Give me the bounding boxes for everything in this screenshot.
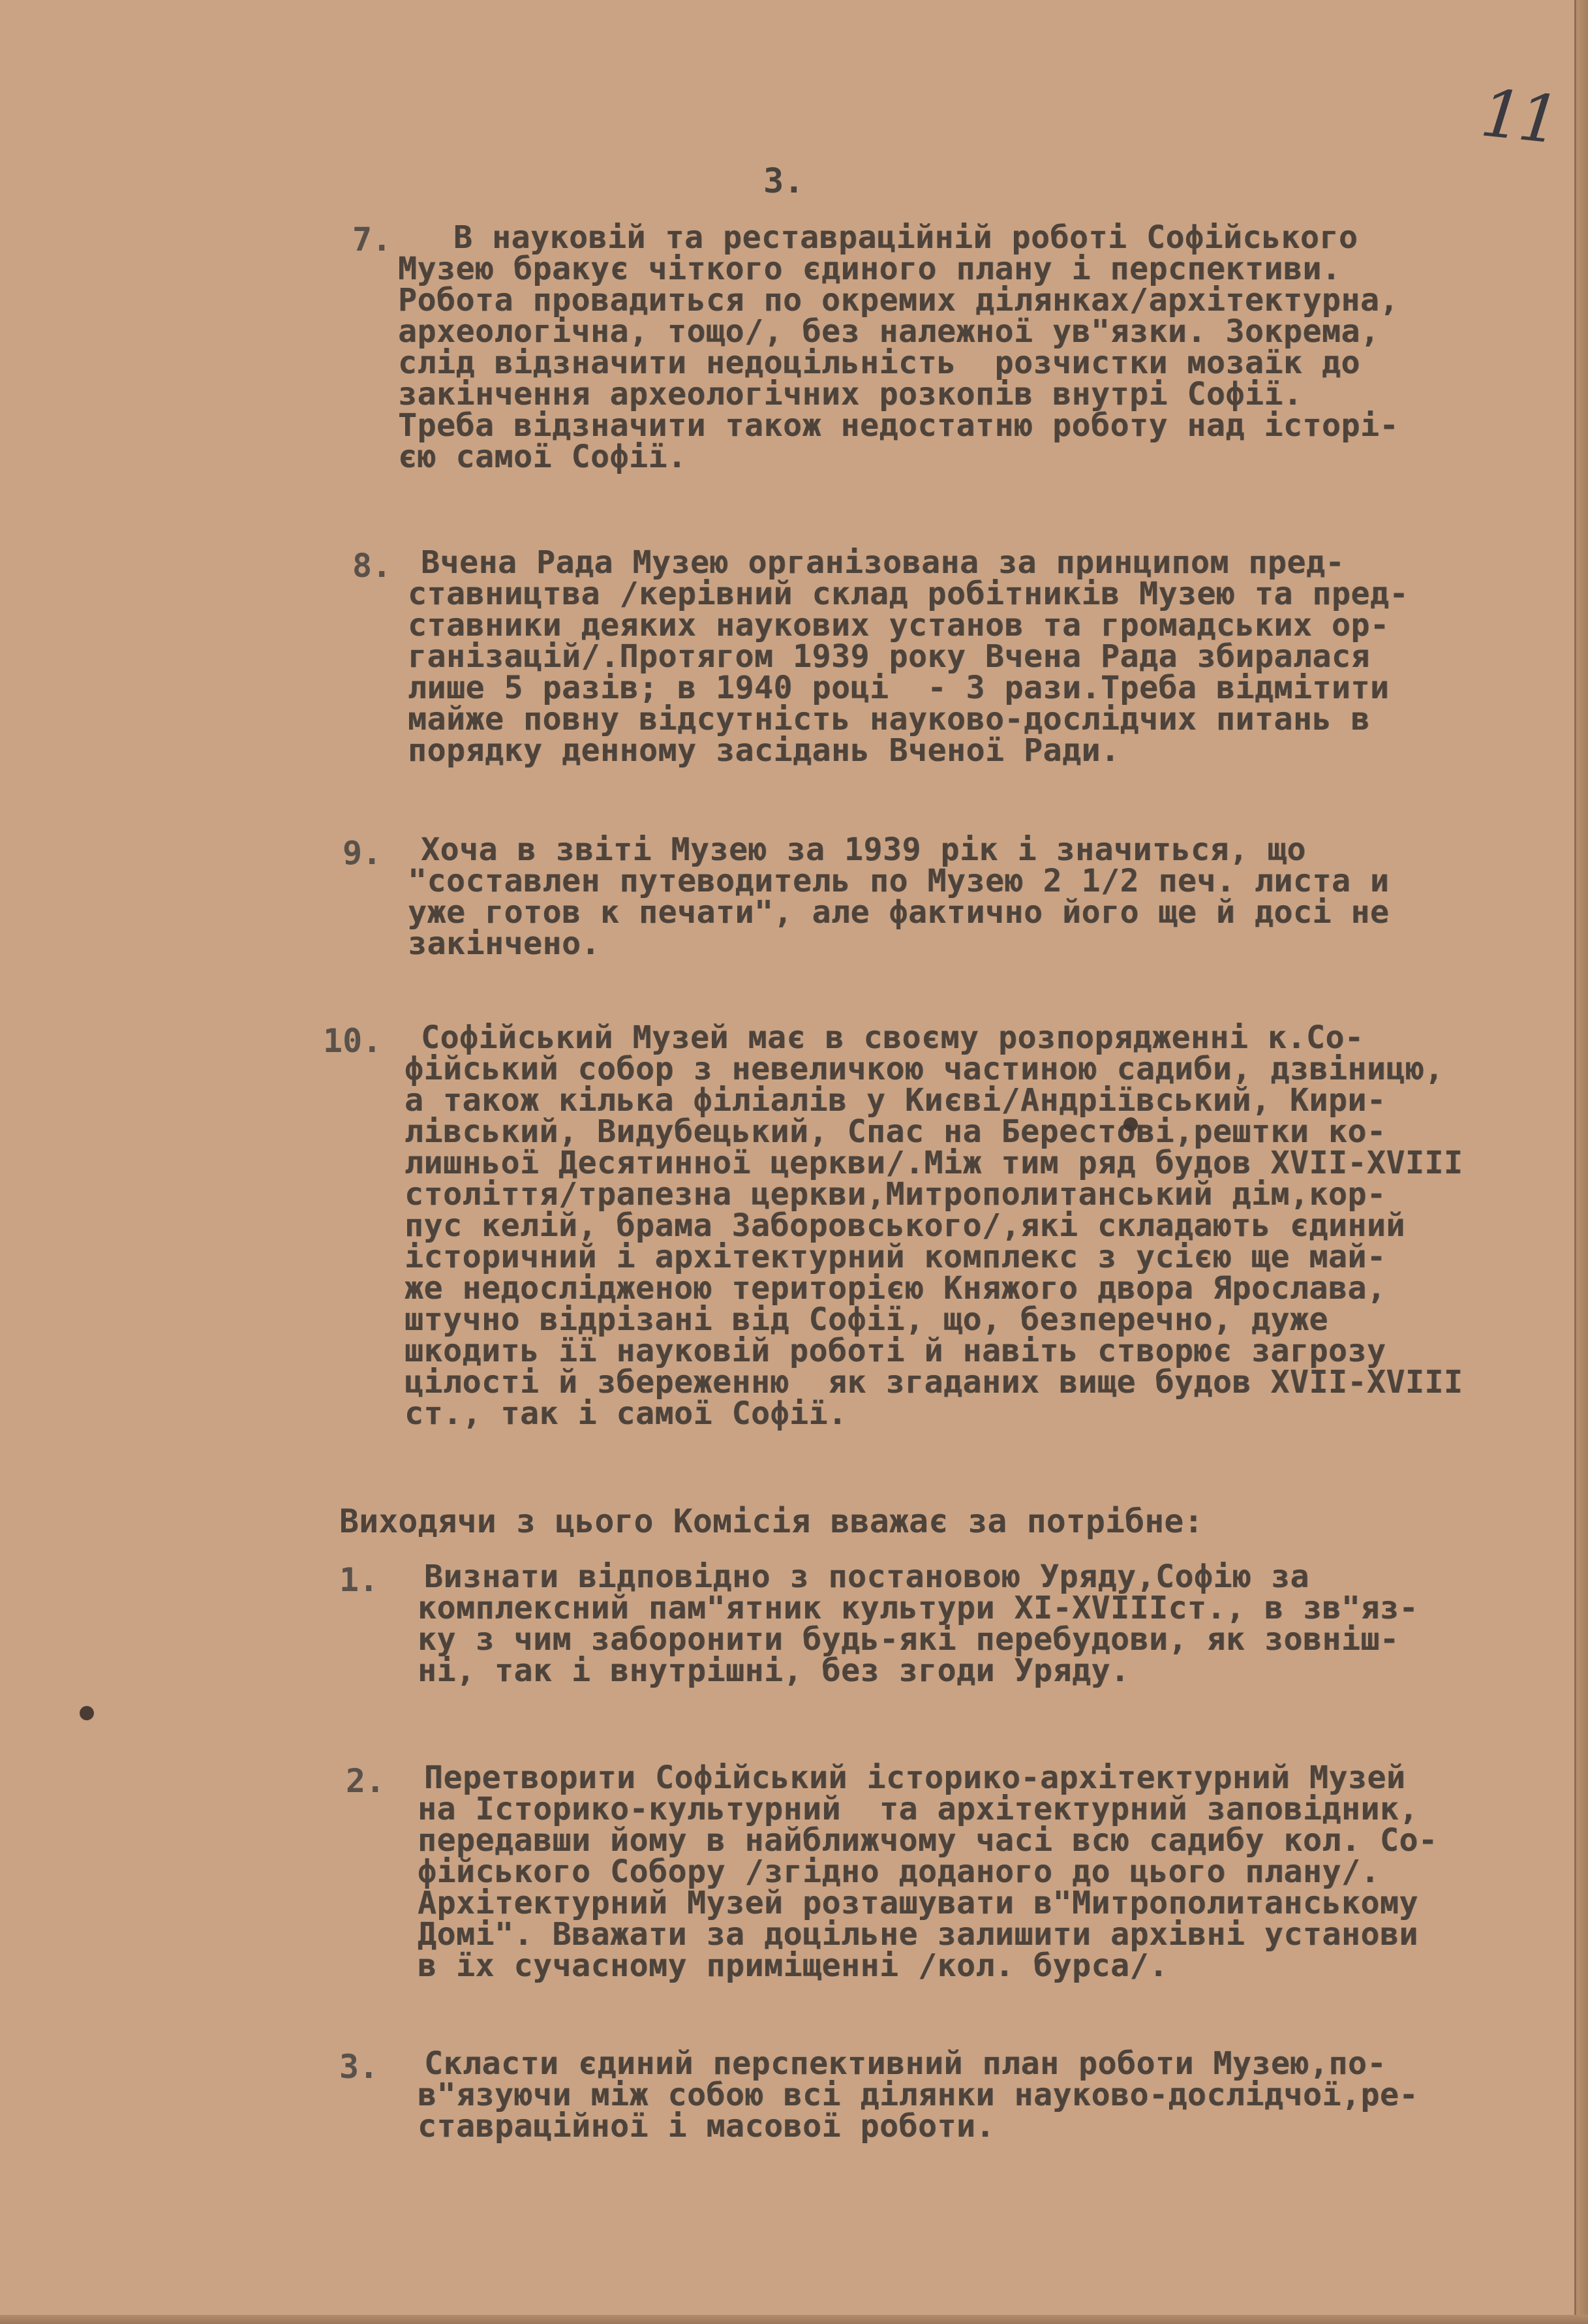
text-line: лише 5 разів; в 1940 році - 3 рази.Треба відмітити — [408, 670, 1390, 706]
text-line: Визнати відповідно з постановою Уряду,Софію за — [424, 1558, 1309, 1595]
text-line: Софійський Музей має в своєму розпорядженні к.Со- — [421, 1019, 1364, 1056]
folio-mark: 11 — [1477, 74, 1561, 159]
section-8-number: 8. — [352, 547, 392, 585]
text-line: ку з чим заборонити будь-які перебудови, як зовніш- — [418, 1621, 1399, 1658]
section-7-number: 7. — [352, 221, 392, 258]
text-line: на Історико-культурний та архітектурний заповідник, — [418, 1791, 1418, 1827]
text-line: історичний і архітектурний комплекс з усією ще май- — [405, 1239, 1386, 1275]
text-line: Домі". Вважати за доцільне залишити архівні установи — [418, 1916, 1418, 1953]
text-line: шкодить її науковій роботі й навіть створює загрозу — [405, 1333, 1386, 1369]
text-line: слід відзначити недоцільність розчистки мозаїк до — [398, 345, 1360, 381]
text-line: археологічна, тощо/, без належної ув"язки. Зокрема, — [398, 313, 1380, 350]
text-line: Вчена Рада Музею організована за принципом пред- — [421, 544, 1345, 581]
page-number: 3. — [763, 162, 804, 201]
section-10-number: 10. — [323, 1022, 382, 1060]
recommendation-2-text — [418, 1759, 1438, 1984]
text-line: В науковій та реставраційній роботі Софійського — [453, 219, 1358, 256]
text-line: століття/трапезна церкви,Митрополитанський дім,кор- — [405, 1176, 1386, 1213]
text-line: Музею бракує чіткого єдиного плану і перспективи. — [398, 251, 1341, 287]
text-line: в їх сучасному приміщенні /кол. бурса/. — [418, 1947, 1168, 1984]
text-line: Перетворити Софійський історико-архітектурний Музей — [424, 1759, 1406, 1796]
text-line: пус келій, брама Заборовського/,які складають єдиний — [405, 1207, 1405, 1244]
recommendation-1-number: 1. — [339, 1561, 379, 1599]
text-line: комплексний пам"ятник культури XI-XVIIIст., в зв"яз- — [418, 1590, 1418, 1626]
text-line: ганізацій/.Протягом 1939 року Вчена Рада збиралася — [408, 638, 1370, 675]
sheet-edge-bottom — [0, 2315, 1588, 2324]
text-line: майже повну відсутність науково-дослідчих питань в — [408, 701, 1370, 737]
text-line: уже готов к печати", але фактично його ще й досі не — [408, 894, 1390, 931]
text-line: Робота провадиться по окремих ділянках/архітектурна, — [398, 282, 1399, 318]
text-line: лівський, Видубецький, Спас на Берестові,рештки ко- — [405, 1113, 1386, 1150]
text-line: лишньої Десятинної церкви/.Між тим ряд будов XVII-XVIII — [405, 1145, 1463, 1181]
text-line: ставництва /керівний склад робітників Музею та пред- — [408, 576, 1409, 612]
sheet-edge — [1574, 0, 1588, 2324]
text-line: штучно відрізані від Софії, що, безперечно, дуже — [405, 1301, 1328, 1338]
text-line: єю самої Софії. — [398, 439, 687, 475]
text-line: передавши йому в найближчому часі всю садибу кол. Со- — [418, 1822, 1438, 1859]
text-line: Хоча в звіті Музею за 1939 рік і значиться, що — [421, 831, 1306, 868]
text-line: ставники деяких наукових установ та громадських ор- — [408, 607, 1390, 643]
text-line: "составлен путеводитель по Музею 2 1/2 печ. листа и — [408, 863, 1390, 899]
text-line: порядку денному засідань Вченої Ради. — [408, 732, 1120, 769]
text-line: фійський собор з невеличкою частиною садиби, дзвіницю, — [405, 1051, 1444, 1087]
section-9-text — [408, 831, 1390, 962]
text-line: Скласти єдиний перспективний план роботи Музею,по- — [424, 2045, 1386, 2082]
text-line: в"язуючи між собою всі ділянки науково-дослідчої,ре- — [418, 2077, 1418, 2113]
recommendation-1-text — [418, 1558, 1418, 1689]
text-line: ст., так і самої Софії. — [405, 1395, 847, 1432]
recommendation-3-number: 3. — [339, 2048, 379, 2086]
text-line: ні, так і внутрішні, без згоди Уряду. — [418, 1652, 1130, 1689]
section-8-text — [408, 544, 1409, 769]
text-line: фійського Собору /згідно доданого до цього плану/. — [418, 1853, 1380, 1890]
text-line: закінчення археологічних розкопів внутрі Софії. — [398, 376, 1303, 412]
section-10-text — [405, 1019, 1463, 1432]
recommendation-3-text — [418, 2045, 1418, 2145]
text-line: ставраційної і масової роботи. — [418, 2108, 995, 2145]
text-line: закінчено. — [408, 925, 600, 962]
text-line: а також кілька філіалів у Києві/Андріївський, Кири- — [405, 1082, 1386, 1119]
text-line: же недослідженою територією Княжого двора Ярослава, — [405, 1270, 1386, 1307]
section-7-text — [398, 219, 1399, 475]
text-line: Треба відзначити також недостатню роботу над історі- — [398, 407, 1399, 444]
text-line: Архітектурний Музей розташувати в"Митрополитанському — [418, 1885, 1418, 1921]
conclusion-intro: Виходячи з цього Комісія вважає за потрібне: — [339, 1502, 1204, 1540]
section-9-number: 9. — [343, 834, 382, 872]
punch-hole-lower — [80, 1706, 94, 1720]
recommendation-2-number: 2. — [346, 1762, 386, 1800]
text-line: цілості й збереженню як згаданих вище будов XVII-XVIII — [405, 1364, 1463, 1401]
